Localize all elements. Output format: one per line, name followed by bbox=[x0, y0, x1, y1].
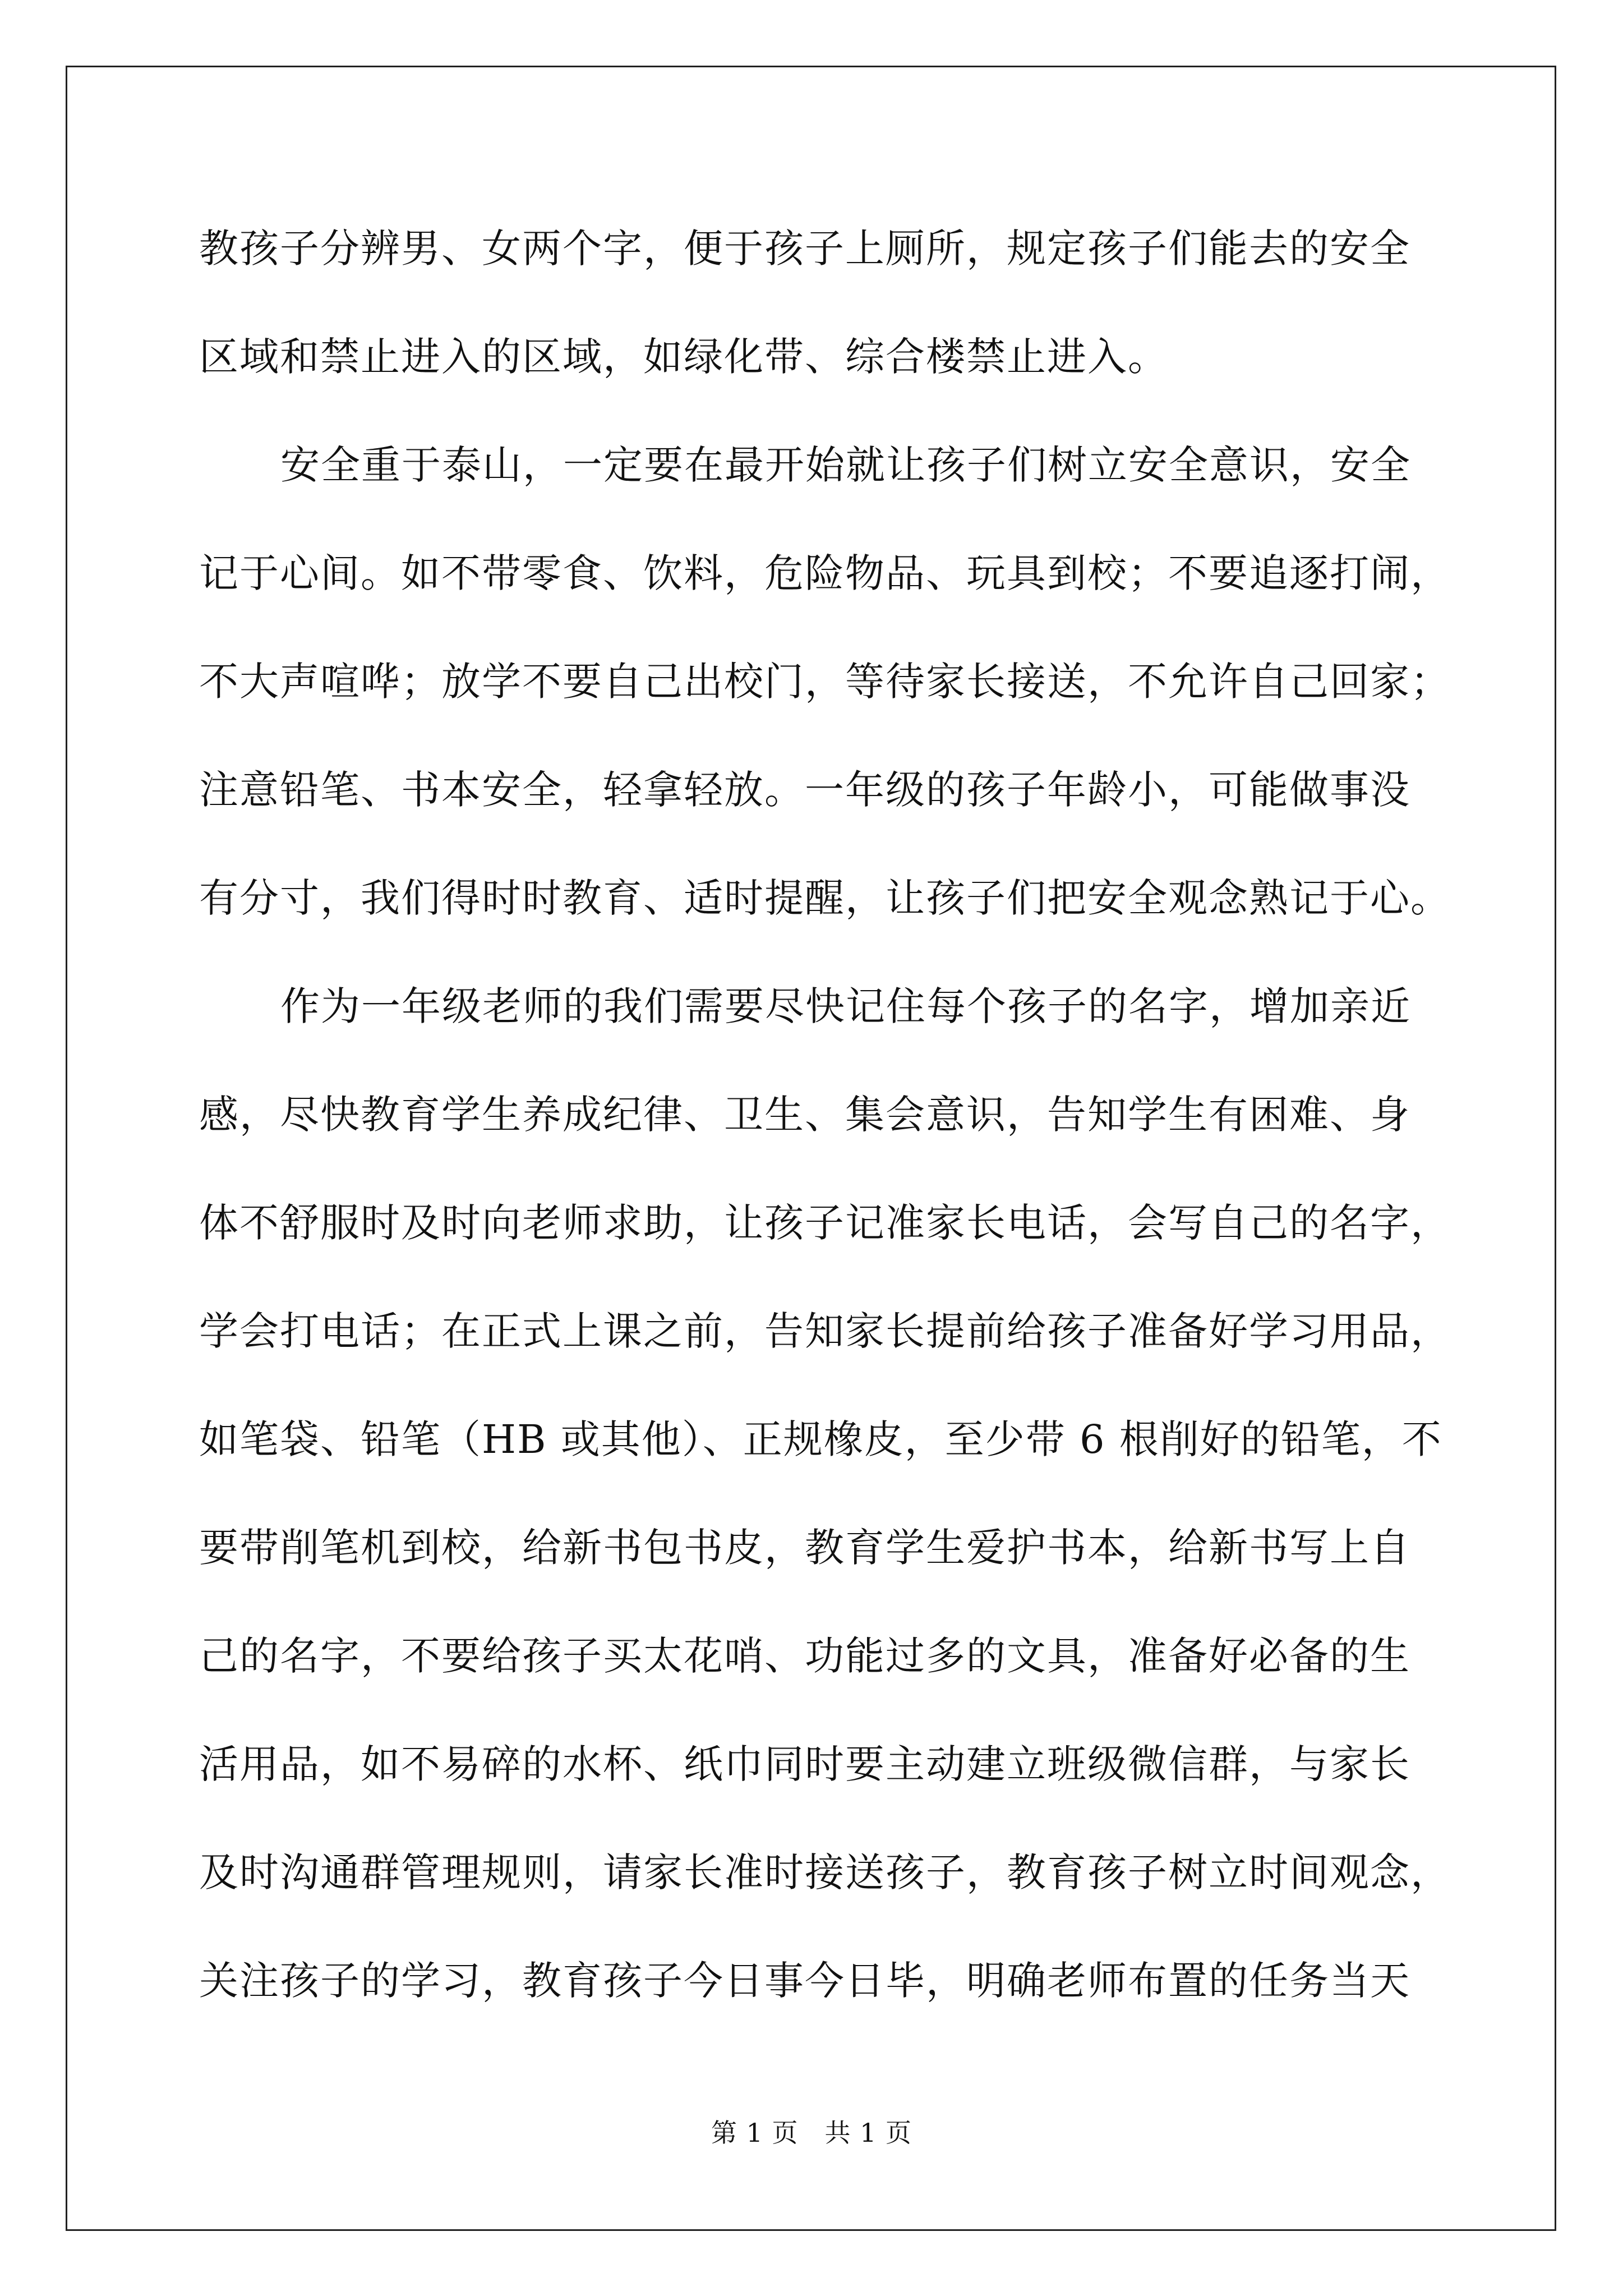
text-line: 体不舒服时及时向老师求助，让孩子记准家长电话，会写自己的名字， bbox=[199, 1200, 1451, 1246]
page-number-footer: 第 1 页 共 1 页 bbox=[711, 2118, 912, 2148]
text-line: 如笔袋、铅笔（HB 或其他）、正规橡皮，至少带 6 根削好的铅笔，不 bbox=[199, 1416, 1442, 1462]
text-line: 教孩子分辨男、女两个字，便于孩子上厕所，规定孩子们能去的安全 bbox=[199, 226, 1410, 272]
text-line: 己的名字，不要给孩子买太花哨、功能过多的文具，准备好必备的生 bbox=[199, 1633, 1410, 1679]
text-line: 要带削笔机到校，给新书包书皮，教育学生爱护书本，给新书写上自 bbox=[199, 1525, 1410, 1571]
page-border bbox=[66, 66, 1556, 2231]
text-line: 及时沟通群管理规则，请家长准时接送孩子，教育孩子树立时间观念， bbox=[199, 1849, 1451, 1895]
text-line: 记于心间。如不带零食、饮料，危险物品、玩具到校；不要追逐打闹， bbox=[199, 550, 1451, 596]
text-line: 区域和禁止进入的区域，如绿化带、综合楼禁止进入。 bbox=[199, 334, 1168, 380]
text-line: 学会打电话；在正式上课之前，告知家长提前给孩子准备好学习用品， bbox=[199, 1308, 1451, 1354]
text-line: 关注孩子的学习，教育孩子今日事今日毕，明确老师布置的任务当天 bbox=[199, 1958, 1410, 2004]
text-line: 感，尽快教育学生养成纪律、卫生、集会意识，告知学生有困难、身 bbox=[199, 1092, 1410, 1138]
text-line: 有分寸，我们得时时教育、适时提醒，让孩子们把安全观念熟记于心。 bbox=[199, 875, 1451, 921]
text-line: 注意铅笔、书本安全，轻拿轻放。一年级的孩子年龄小，可能做事没 bbox=[199, 767, 1410, 813]
paragraph-first-line: 作为一年级老师的我们需要尽快记住每个孩子的名字，增加亲近 bbox=[280, 983, 1411, 1029]
paragraph-first-line: 安全重于泰山，一定要在最开始就让孩子们树立安全意识，安全 bbox=[280, 442, 1411, 488]
text-line: 活用品，如不易碎的水杯、纸巾同时要主动建立班级微信群，与家长 bbox=[199, 1741, 1410, 1787]
text-line: 不大声喧哗；放学不要自己出校门，等待家长接送，不允许自己回家； bbox=[199, 659, 1451, 705]
